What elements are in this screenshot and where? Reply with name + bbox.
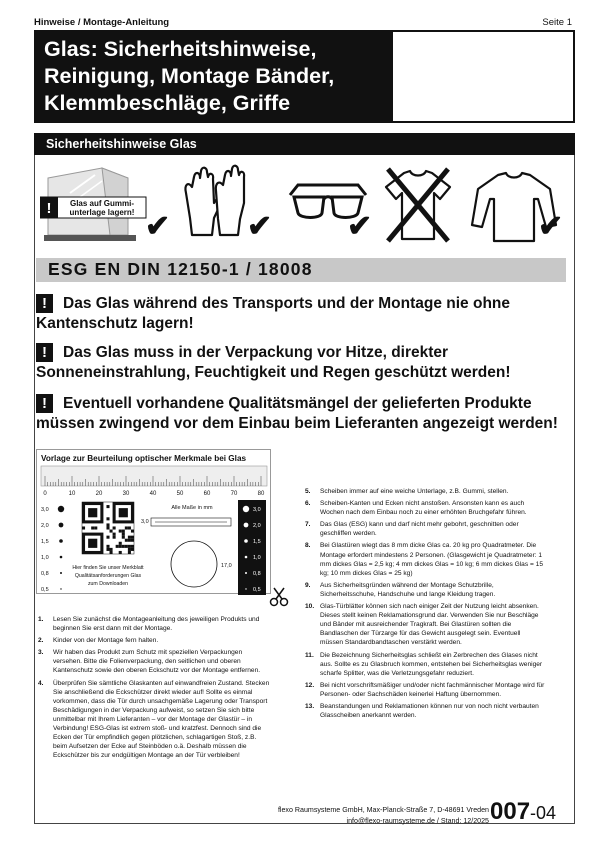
title-line: Klemmbeschläge, Griffe bbox=[44, 91, 291, 115]
ruler-label: 40 bbox=[149, 491, 157, 497]
dot-label: 2,0 bbox=[41, 523, 49, 529]
dot-label: 2,0 bbox=[253, 523, 261, 529]
header-doc-type: Hinweise / Montage-Anleitung bbox=[34, 17, 170, 28]
warning-2: ! Das Glas muss in der Verpackung vor Hitze, direkter Sonneneinstrahlung, Feuchtigkeit und Regen geschützt werden! bbox=[36, 344, 511, 381]
qr-code-icon bbox=[82, 502, 134, 554]
check-icon: ✔ bbox=[247, 210, 273, 243]
list-item: 10. Glas-Türblätter können sich nach einiger Zeit der Nutzung leicht absenken. Dieses stellt keinen Reklamationsgrund dar. Verwenden Sie nur Beschläge und Bänder mit ausreichender Tragkraft. Bei Glastüren sollten die Bandlaschen der Türzarge für das Gewicht ausgelegt sein. Eventuell müssen Standardbandtaschen verstärkt werden. bbox=[305, 603, 539, 647]
svg-text:!: ! bbox=[46, 200, 52, 217]
dot-label: 0,8 bbox=[41, 571, 49, 577]
footer-document-code: 007-04 bbox=[490, 798, 557, 825]
list-item: 13. Beanstandungen und Reklamationen können nur von noch nicht verbauten Glasscheiben anerkannt werden. bbox=[305, 702, 539, 720]
footer-address: flexo Raumsysteme GmbH, Max-Planck-Straße 7, D-48691 Vreden info@flexo-raumsysteme.de / Stand: 12/2025 bbox=[277, 806, 489, 825]
check-icon: ✔ bbox=[347, 210, 373, 243]
ruler-label: 70 bbox=[230, 491, 238, 497]
ruler-label: 30 bbox=[122, 491, 130, 497]
check-icon: ✔ bbox=[538, 210, 564, 243]
norm-label: ESG EN DIN 12150-1 / 18008 bbox=[48, 259, 313, 279]
list-item: 7. Das Glas (ESG) kann und darf nicht mehr gebohrt, geschnitten oder geschliffen werden. bbox=[305, 521, 519, 538]
circle-value: 17,0 bbox=[221, 563, 232, 569]
title-line: Glas: Sicherheitshinweise, bbox=[44, 37, 317, 61]
dot-label: 1,5 bbox=[253, 539, 261, 545]
list-item: 6. Scheiben-Kanten und Ecken nicht anstoßen. Ansonsten kann es auch Wochen nach dem Einbau noch zu einer erhöhten Bruchgefahr führen. bbox=[305, 500, 527, 517]
document-code-box bbox=[391, 30, 575, 123]
dot-label: 0,5 bbox=[253, 587, 261, 593]
warning-3: ! Eventuell vorhandene Qualitätsmängel der gelieferten Produkte müssen zwingend vor dem Einbau beim Lieferanten angezeigt werden! bbox=[36, 395, 558, 432]
list-item: 5. Scheiben immer auf eine weiche Unterlage, z.B. Gummi, stellen. bbox=[305, 488, 509, 495]
glass-label-1: Glas auf Gummi- bbox=[69, 199, 135, 208]
warning-icon: ! bbox=[36, 343, 53, 362]
list-item: 11. Die Bezeichnung Sicherheitsglas schließt ein Zerbrechen des Glases nicht aus. Sollte es zu Glasbruch kommen, entstehen bei Sicherheitsglas weniger scharfe Splitter, was die Verletzungsgefahr reduziert. bbox=[305, 651, 543, 677]
ruler-label: 60 bbox=[203, 491, 211, 497]
instructions-list-left bbox=[38, 615, 272, 763]
ruler-label: 80 bbox=[257, 491, 265, 497]
scissors-icon bbox=[268, 586, 290, 613]
page-title bbox=[44, 36, 334, 117]
ruler-label: 50 bbox=[176, 491, 184, 497]
qr-text: Hier finden Sie unser Merkblatt bbox=[72, 565, 144, 571]
dot-label: 1,0 bbox=[253, 555, 261, 561]
ruler-label: 20 bbox=[95, 491, 103, 497]
warning-icon: ! bbox=[36, 294, 53, 313]
gloves-icon bbox=[180, 163, 250, 248]
glass-label-2: unterlage lagern! bbox=[69, 208, 135, 217]
dot-label: 3,0 bbox=[253, 507, 261, 513]
list-item: 8. Bei Glastüren wiegt das 8 mm dicke Glas ca. 20 kg pro Quadratmeter. Die Montage erfordert mindestens 2 Personen. (Glasgewicht je Quadratmeter: 1 mm dickes Glas = 2,5 kg; 4 mm dickes Glas = 10 kg; 6 mm dickes Glas = 15 kg; 10 mm dickes Glas = 25 kg) bbox=[305, 542, 543, 577]
norm-bar bbox=[36, 258, 566, 282]
all-mm-label: Alle Maße in mm bbox=[171, 505, 213, 511]
instructions-list-right bbox=[305, 487, 545, 723]
dot-label: 0,8 bbox=[253, 571, 261, 577]
line-value: 3,0 bbox=[141, 519, 149, 525]
title-line: Reinigung, Montage Bänder, bbox=[44, 64, 335, 88]
loose-clothing-prohibited-icon bbox=[378, 163, 458, 248]
dot-label: 1,5 bbox=[41, 539, 49, 545]
page-number: Seite 1 bbox=[542, 17, 572, 28]
glass-storage-icon bbox=[40, 163, 160, 248]
list-item: 3. Wir haben das Produkt zum Schutz mit speziellen Verpackungen versehen. Bitte die Folienverpackung, den seitlichen und oberen Kantenschutz sowie den oberen Eckschutz vor der Montage entfernen. bbox=[38, 649, 261, 675]
document-code-suffix: -04 bbox=[517, 42, 564, 78]
ruler-label: 10 bbox=[68, 491, 76, 497]
list-item: 12. Bei nicht vorschriftsmäßiger und/oder nicht fachmännischer Montage wird für Personen- oder Sachschäden keinerlei Haftung übernommen. bbox=[305, 681, 545, 698]
gauge-title: Vorlage zur Beurteilung optischer Merkmale bei Glas bbox=[41, 454, 247, 463]
dot-label: 1,0 bbox=[41, 555, 49, 561]
ruler-label: 0 bbox=[43, 491, 47, 497]
list-item: 1. Lesen Sie zunächst die Montageanleitung des jeweiligen Produkts und beginnen Sie erst dann mit der Montage. bbox=[38, 616, 260, 633]
list-item: 4. Überprüfen Sie sämtliche Glaskanten auf einwandfreien Zustand. Stecken Sie anschließend die Eckschützer direkt wieder auf! Sollte es einmal vorkommen, dass die Tür durch unsachgemäße Lagerung oder Transport Beschädigungen in der Verpackung aufweist, so setzen Sie sich bitte unmittelbar mit Ihrem Lieferanten – vor der Montage der Glastür – in Verbindung! ESG-Glas ist extrem stoß- und kratzfest. Dennoch sind die Ecken der Tür empfindlich gegen plötzlichen, schlagartigen Stoß, z.B. beim Aufsetzen der Ecke auf Steinböden o.ä. Deshalb müssen die Eckschützer bis zur endgültigen Montage an der Tür verbleiben! bbox=[38, 679, 270, 760]
list-item: 9. Aus Sicherheitsgründen während der Montage Schutzbrille, Sicherheitsschuhe, Handschuhe und lange Kleidung tragen. bbox=[305, 581, 496, 598]
qr-text: zum Downloaden bbox=[87, 581, 129, 587]
check-icon: ✔ bbox=[145, 210, 171, 243]
dot-label: 3,0 bbox=[41, 507, 49, 513]
document-code: 007 bbox=[407, 38, 498, 101]
qr-text: Qualitätsanforderungen Glas bbox=[74, 573, 142, 579]
title-box bbox=[34, 30, 575, 123]
warning-icon: ! bbox=[36, 394, 53, 413]
section-title: Sicherheitshinweise Glas bbox=[34, 133, 575, 155]
warning-1: ! Das Glas während des Transports und der Montage nie ohne Kantenschutz lagern! bbox=[36, 295, 511, 332]
optical-gauge-template bbox=[36, 449, 271, 594]
list-item: 2. Kinder von der Montage fern halten. bbox=[38, 637, 159, 645]
dot-label: 0,5 bbox=[41, 587, 49, 593]
